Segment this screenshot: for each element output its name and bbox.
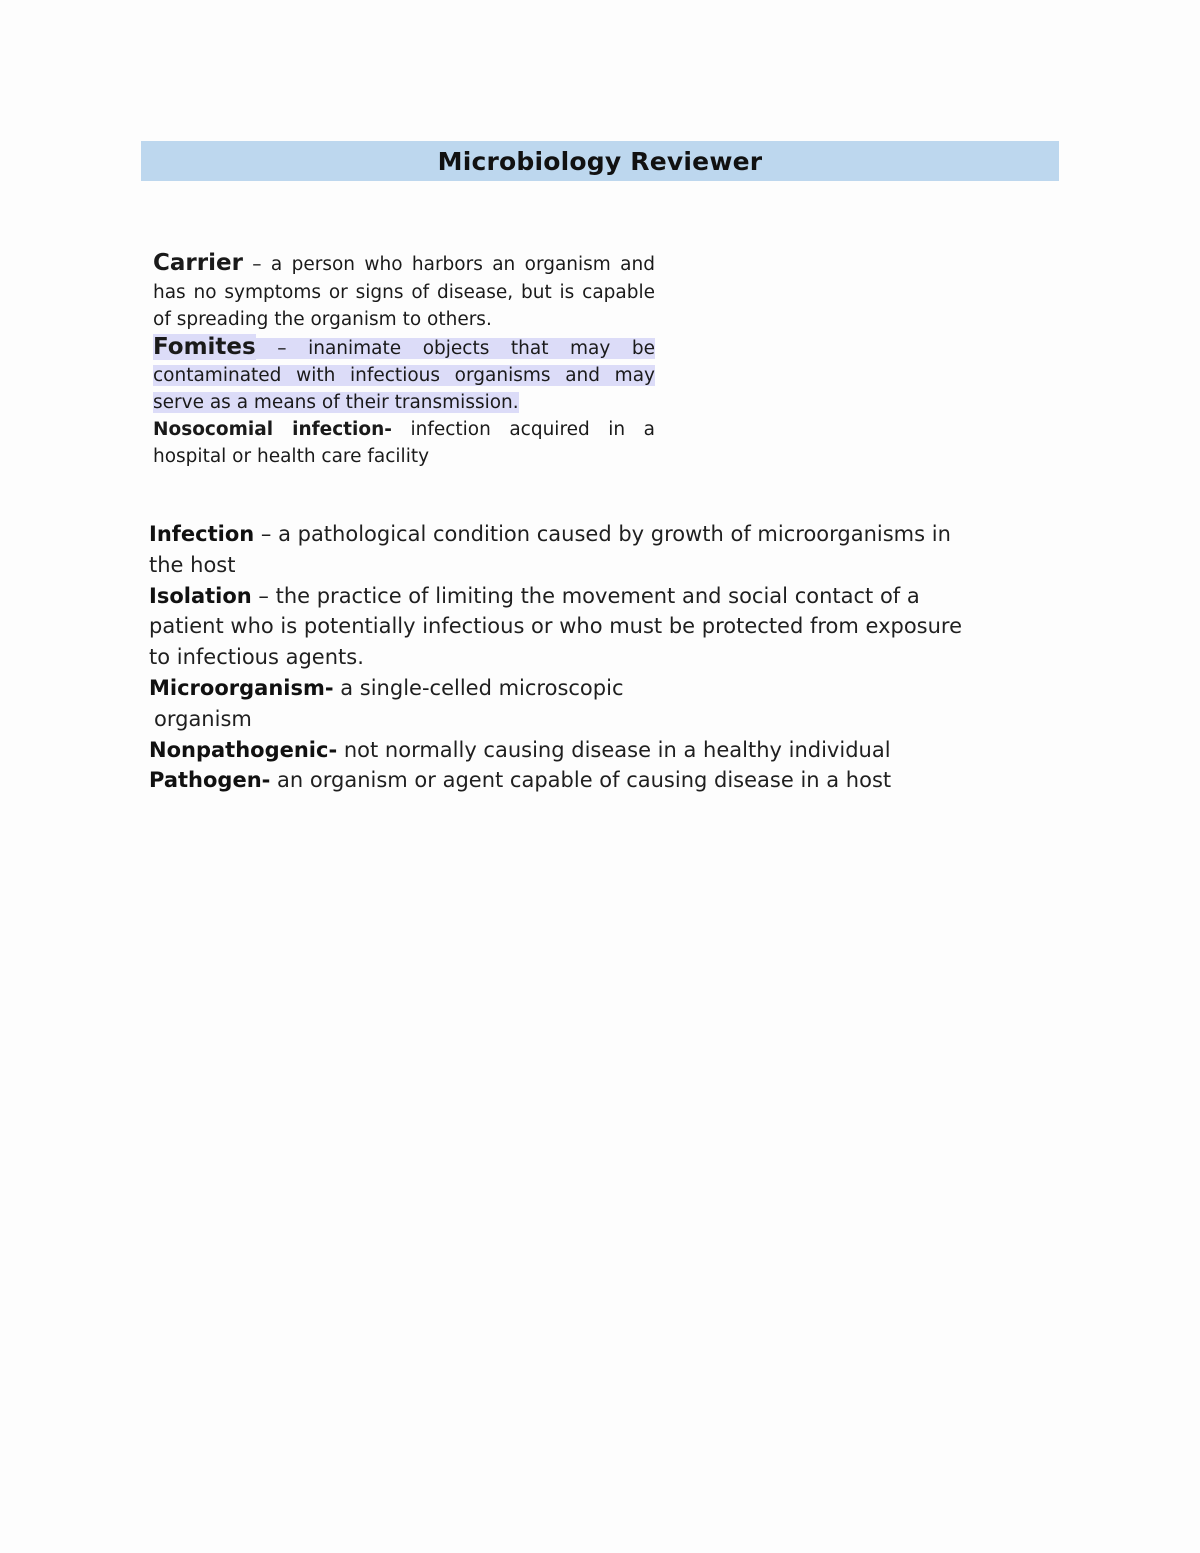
definition-term: Infection xyxy=(149,522,255,546)
definition-separator: – xyxy=(255,337,309,359)
definition-pathogen xyxy=(149,765,979,796)
definition-text: a single-celled microscopic xyxy=(333,675,624,700)
definition-term: Carrier xyxy=(153,250,243,276)
definition-microorganism xyxy=(149,673,979,735)
definition-text: a person who harbors an organism and has no symptoms or signs of disease, but is capable of spreading the organism to others. xyxy=(153,254,655,330)
definition-term: Nosocomial infection- xyxy=(153,418,392,440)
definition-term: Isolation xyxy=(149,583,252,608)
definition-fomites xyxy=(153,334,655,416)
definition-term: Nonpathogenic- xyxy=(149,737,338,762)
definition-text: inanimate objects that may be contaminated with infectious organisms and may serve as a means of their transmission. xyxy=(153,337,655,413)
definition-isolation xyxy=(149,581,979,673)
definition-continuation: organism xyxy=(154,706,252,731)
definition-text: not normally causing disease in a healthy individual xyxy=(337,737,891,762)
definition-carrier xyxy=(153,250,655,334)
definition-nonpathogenic xyxy=(149,735,979,766)
page-title: Microbiology Reviewer xyxy=(437,146,763,176)
definition-text: – a pathological condition caused by growth of microorganisms in the host xyxy=(149,522,951,577)
definition-term: Pathogen- xyxy=(149,768,271,793)
definitions-block-2 xyxy=(149,519,979,796)
definition-text: an organism or agent capable of causing disease in a host xyxy=(270,768,892,793)
definition-term: Microorganism- xyxy=(149,675,334,700)
definitions-block-1 xyxy=(153,250,655,471)
definition-term: Fomites xyxy=(153,333,256,360)
definition-separator: – xyxy=(242,254,271,275)
title-banner xyxy=(141,141,1059,181)
definition-text: – the practice of limiting the movement and social contact of a patient who is potentially infectious or who must be protected from exposure to infectious agents. xyxy=(149,583,963,670)
definition-text: infection acquired in a hospital or health care facility xyxy=(153,418,655,467)
definition-nosocomial-infection xyxy=(153,416,655,471)
definition-infection xyxy=(149,519,979,581)
